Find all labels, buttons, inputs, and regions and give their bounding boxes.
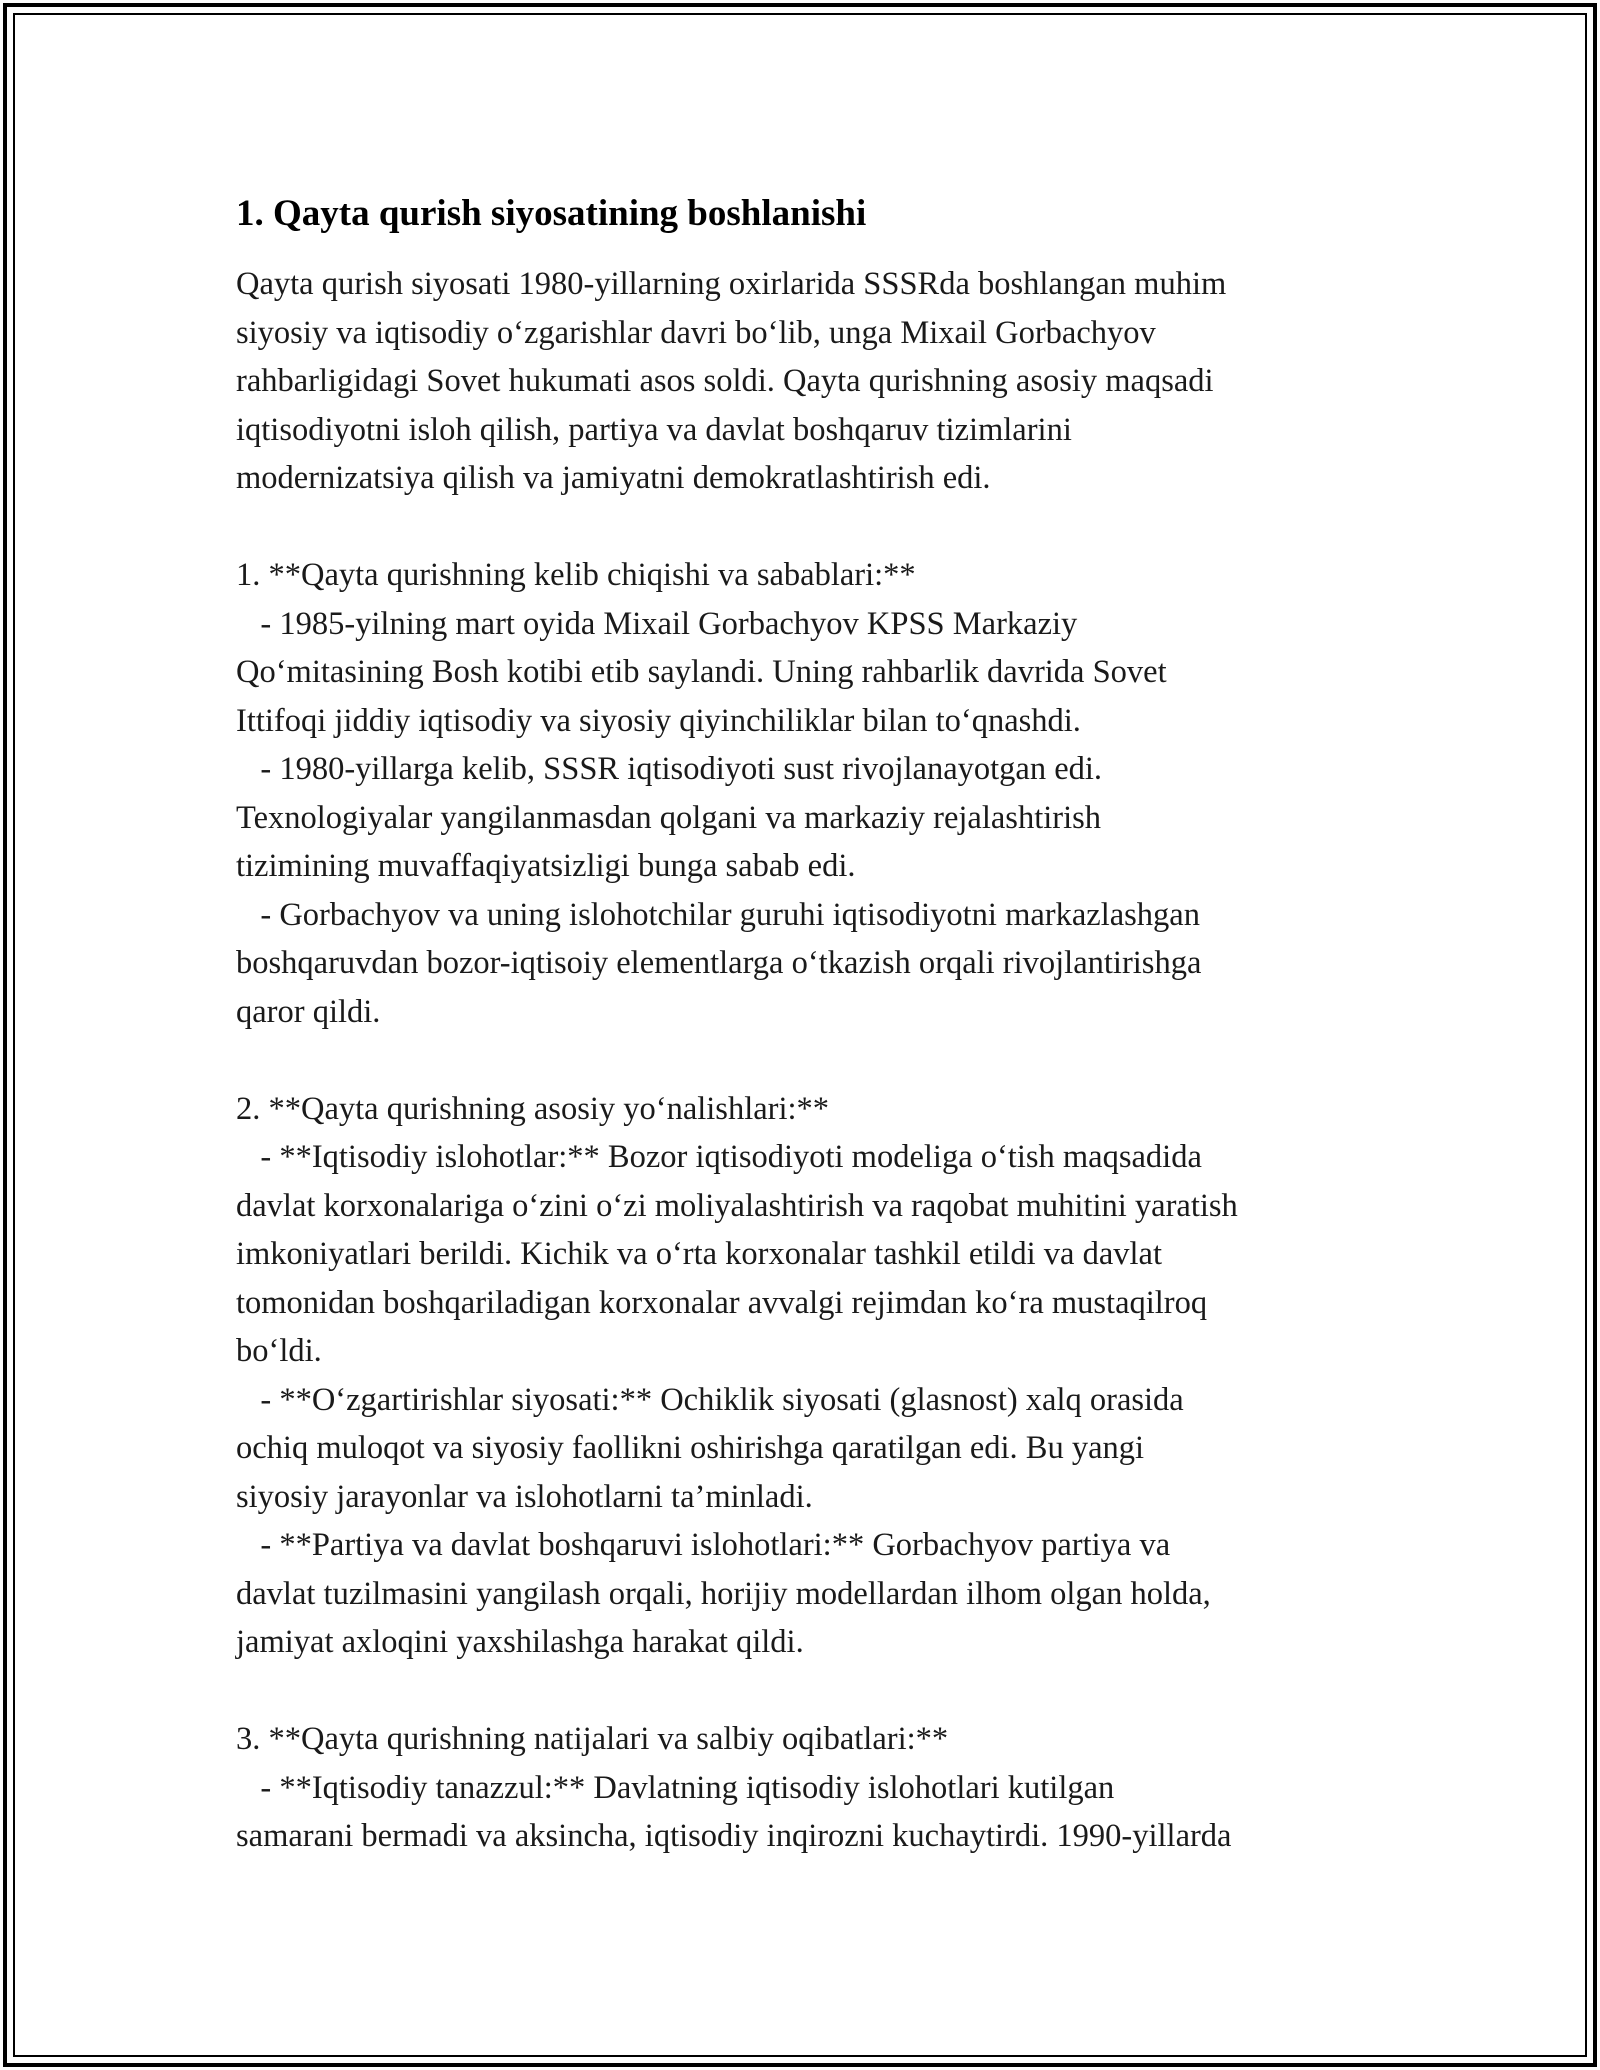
paragraph-lines [236, 260, 1386, 1861]
text-line: boshqaruvdan bozor-iqtisoiy elementlarga o‘tkazish orqali rivojlantirishga [236, 945, 1202, 981]
text-line: tomonidan boshqariladigan korxonalar avvalgi rejimdan ko‘ra mustaqilroq [236, 1284, 1208, 1321]
blank-line [236, 1667, 1386, 1716]
text-line: - **Iqtisodiy islohotlar:** Bozor iqtisodiyoti modeliga o‘tish maqsadida [236, 1139, 1202, 1175]
text-line: bo‘ldi. [236, 1333, 322, 1369]
text-line: davlat tuzilmasini yangilash orqali, horijiy modellardan ilhom olgan holda, [236, 1575, 1211, 1612]
text-line: - 1985-yilning mart oyida Mixail Gorbachyov KPSS Markaziy [236, 605, 1078, 642]
text-line: ochiq muloqot va siyosiy faollikni oshirishga qaratilgan edi. Bu yangi [236, 1430, 1145, 1466]
text-line: 1. **Qayta qurishning kelib chiqishi va sabablari:** [236, 557, 916, 593]
text-line: Ittifoqi jiddiy iqtisodiy va siyosiy qiyinchiliklar bilan to‘qnashdi. [236, 702, 1081, 739]
text-line: rahbarligidagi Sovet hukumati asos soldi. Qayta qurishning asosiy maqsadi [236, 363, 1214, 399]
text-line: - Gorbachyov va uning islohotchilar guruhi iqtisodiyotni markazlashgan [236, 896, 1200, 933]
text-line: jamiyat axloqini yaxshilashga harakat qildi. [236, 1624, 804, 1660]
text-line: siyosiy va iqtisodiy o‘zgarishlar davri bo‘lib, unga Mixail Gorbachyov [236, 314, 1156, 351]
text-line: samarani bermadi va aksincha, iqtisodiy inqirozni kuchaytirdi. 1990-yillarda [236, 1818, 1232, 1854]
document-body [236, 190, 1386, 1861]
text-line: modernizatsiya qilish va jamiyatni demokratlashtirish edi. [236, 460, 991, 496]
text-line: Texnologiyalar yangilanmasdan qolgani va markaziy rejalashtirish [236, 799, 1102, 836]
text-line: 2. **Qayta qurishning asosiy yo‘nalishlari:** [236, 1090, 830, 1127]
text-line: siyosiy jarayonlar va islohotlarni ta’minladi. [236, 1478, 813, 1515]
text-line: qaror qildi. [236, 993, 381, 1030]
text-line: imkoniyatlari berildi. Kichik va o‘rta korxonalar tashkil etildi va davlat [236, 1236, 1162, 1272]
text-line: - **Partiya va davlat boshqaruvi islohotlari:** Gorbachyov partiya va [236, 1527, 1171, 1563]
text-line: tizimining muvaffaqiyatsizligi bunga sabab edi. [236, 848, 856, 884]
text-line: - **O‘zgartirishlar siyosati:** Ochiklik siyosati (glasnost) xalq orasida [236, 1381, 1184, 1418]
text-line: 3. **Qayta qurishning natijalari va salbiy oqibatlari:** [236, 1721, 949, 1757]
text-line: Qo‘mitasining Bosh kotibi etib saylandi. Uning rahbarlik davrida Sovet [236, 654, 1167, 690]
blank-line [236, 503, 1386, 552]
text-line: davlat korxonalariga o‘zini o‘zi moliyalashtirish va raqobat muhitini yaratish [236, 1187, 1238, 1224]
text-line: - 1980-yillarga kelib, SSSR iqtisodiyoti sust rivojlanayotgan edi. [236, 751, 1103, 787]
section-heading: 1. Qayta qurish siyosatining boshlanishi [236, 193, 867, 234]
text-line: - **Iqtisodiy tanazzul:** Davlatning iqtisodiy islohotlari kutilgan [236, 1769, 1115, 1806]
text-line: iqtisodiyotni isloh qilish, partiya va davlat boshqaruv tizimlarini [236, 411, 1072, 448]
blank-line [236, 1036, 1386, 1085]
text-line: Qayta qurish siyosati 1980-yillarning oxirlarida SSSRda boshlangan muhim [236, 266, 1227, 302]
